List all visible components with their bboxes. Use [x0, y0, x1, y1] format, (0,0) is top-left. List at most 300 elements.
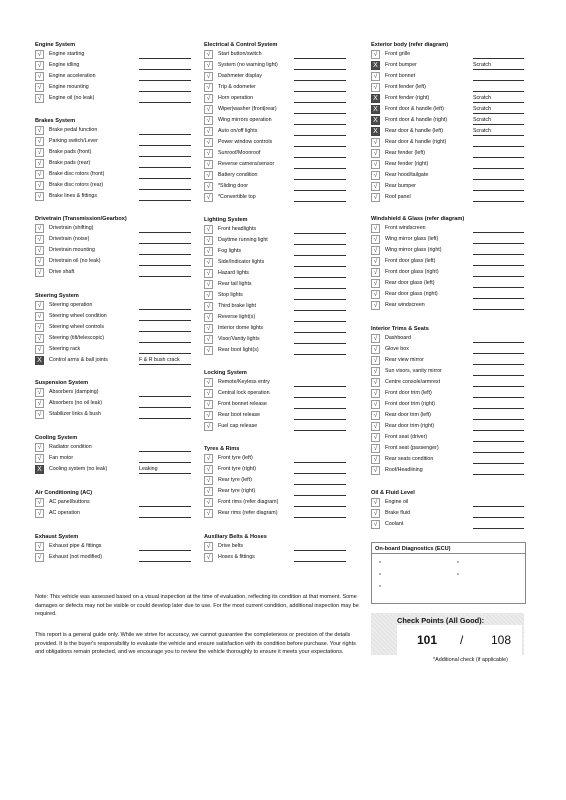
section-title: Drivetrain (Transmission/Gearbox) [35, 216, 127, 222]
item-note-field[interactable] [139, 171, 191, 179]
check-mark-checkbox[interactable]: √ [35, 94, 44, 103]
checklist-item [371, 94, 524, 105]
check-mark-checkbox[interactable]: √ [204, 127, 213, 136]
item-note-field[interactable] [294, 325, 346, 333]
check-mark-checkbox[interactable]: √ [35, 61, 44, 70]
check-mark-checkbox[interactable]: √ [204, 542, 213, 551]
check-mark-checkbox[interactable]: √ [204, 149, 213, 158]
checklist-item [35, 72, 191, 83]
item-label: Dashboard [385, 335, 411, 341]
item-note-field[interactable]: F & R bush crack [139, 357, 191, 365]
check-mark-checkbox[interactable]: √ [371, 290, 380, 299]
section-title: Suspension System [35, 380, 89, 386]
item-note-field[interactable] [139, 269, 191, 277]
item-note-field[interactable] [294, 379, 346, 387]
item-note-field[interactable] [294, 292, 346, 300]
checklist-item [204, 72, 346, 83]
checklist-item [35, 148, 191, 159]
section-suspension [35, 379, 191, 421]
check-mark-checkbox[interactable]: √ [371, 50, 380, 59]
item-note-field[interactable] [473, 161, 524, 169]
item-note-field[interactable] [139, 554, 191, 562]
item-note-field[interactable] [294, 62, 346, 70]
item-note-field[interactable] [473, 445, 524, 453]
checklist-item [35, 137, 191, 148]
item-note-field[interactable] [139, 400, 191, 408]
check-mark-checkbox[interactable]: √ [35, 148, 44, 157]
check-mark-checkbox[interactable]: √ [35, 192, 44, 201]
item-note-field[interactable] [294, 466, 346, 474]
check-mark-checkbox[interactable]: √ [371, 301, 380, 310]
check-mark-checkbox[interactable]: √ [35, 410, 44, 419]
item-label: Front door & handle (right) [385, 117, 448, 123]
item-note-field[interactable]: Scratch [473, 128, 524, 136]
checklist-item [371, 301, 524, 312]
item-note-field[interactable] [473, 269, 524, 277]
check-mark-checkbox[interactable]: √ [35, 553, 44, 562]
checklist-item [204, 225, 346, 236]
check-mark-checkbox[interactable]: √ [35, 137, 44, 146]
item-note-field[interactable] [294, 423, 346, 431]
check-mark-checkbox[interactable]: √ [204, 400, 213, 409]
item-note-field[interactable] [473, 368, 524, 376]
check-mark-checkbox[interactable]: √ [35, 246, 44, 255]
item-note-field[interactable] [294, 412, 346, 420]
check-mark-checkbox[interactable]: √ [35, 509, 44, 518]
checklist-item [204, 83, 346, 94]
check-mark-checkbox[interactable]: √ [35, 83, 44, 92]
check-mark-checkbox[interactable]: √ [35, 399, 44, 408]
check-mark-checkbox[interactable]: √ [204, 72, 213, 81]
checklist-item [204, 94, 346, 105]
check-mark-checkbox[interactable]: √ [371, 268, 380, 277]
item-note-field[interactable] [473, 84, 524, 92]
check-mark-checkbox[interactable]: √ [35, 323, 44, 332]
check-mark-checkbox[interactable]: √ [204, 182, 213, 191]
check-mark-checkbox[interactable]: √ [204, 476, 213, 485]
check-mark-checkbox[interactable]: √ [35, 126, 44, 135]
item-label: Hoses & fittings [218, 554, 255, 560]
check-mark-checkbox[interactable]: √ [204, 422, 213, 431]
item-note-field[interactable] [294, 51, 346, 59]
check-mark-checkbox[interactable]: √ [35, 301, 44, 310]
item-note-field[interactable] [294, 455, 346, 463]
checklist-item [204, 542, 346, 553]
check-mark-checkbox[interactable]: √ [204, 553, 213, 562]
item-note-field[interactable] [139, 51, 191, 59]
item-label: Exhaust (not modified) [49, 554, 102, 560]
checklist-item [35, 83, 191, 94]
checklist-item [371, 345, 524, 356]
check-mark-checkbox[interactable]: √ [204, 61, 213, 70]
checklist-item [204, 193, 346, 204]
item-label: Rear boot release [218, 412, 261, 418]
check-mark-checkbox[interactable]: √ [204, 116, 213, 125]
item-note-field[interactable] [139, 302, 191, 310]
check-mark-checkbox[interactable]: √ [204, 378, 213, 387]
check-mark-checkbox[interactable]: √ [371, 345, 380, 354]
checklist-item [35, 181, 191, 192]
fail-mark-checkbox[interactable]: X [371, 116, 380, 125]
item-note-field[interactable] [473, 194, 524, 202]
item-note-field[interactable] [294, 477, 346, 485]
check-mark-checkbox[interactable]: √ [204, 389, 213, 398]
item-note-field[interactable] [294, 248, 346, 256]
item-note-field[interactable] [294, 259, 346, 267]
item-note-field[interactable] [139, 62, 191, 70]
item-note-field[interactable] [473, 467, 524, 475]
item-note-field[interactable] [294, 281, 346, 289]
check-mark-checkbox[interactable]: √ [371, 509, 380, 518]
item-label: Remote/Keyless entry [218, 379, 270, 385]
item-label: Brake pads (front) [49, 149, 92, 155]
item-note-field[interactable] [473, 357, 524, 365]
checklist-item [35, 388, 191, 399]
section-title: Exhaust System [35, 534, 79, 540]
check-mark-checkbox[interactable]: √ [371, 171, 380, 180]
item-note-field[interactable] [139, 225, 191, 233]
check-mark-checkbox[interactable]: √ [371, 400, 380, 409]
checklist-item [204, 335, 346, 346]
check-mark-checkbox[interactable]: √ [204, 193, 213, 202]
item-note-field[interactable] [473, 434, 524, 442]
check-mark-checkbox[interactable]: √ [204, 105, 213, 114]
item-note-field[interactable] [294, 270, 346, 278]
check-mark-checkbox[interactable]: √ [204, 280, 213, 289]
check-mark-checkbox[interactable]: √ [371, 193, 380, 202]
check-mark-checkbox[interactable]: √ [204, 258, 213, 267]
fail-mark-checkbox[interactable]: X [371, 105, 380, 114]
item-note-field[interactable]: Scratch [473, 117, 524, 125]
item-note-field[interactable] [294, 488, 346, 496]
check-mark-checkbox[interactable]: √ [204, 291, 213, 300]
item-note-field[interactable] [473, 521, 524, 529]
section-ac [35, 489, 191, 520]
check-mark-checkbox[interactable]: √ [204, 454, 213, 463]
check-mark-checkbox[interactable]: √ [371, 498, 380, 507]
check-mark-checkbox[interactable]: √ [35, 345, 44, 354]
check-mark-checkbox[interactable]: √ [371, 149, 380, 158]
item-note-field[interactable] [294, 390, 346, 398]
check-mark-checkbox[interactable]: √ [371, 257, 380, 266]
item-note-field[interactable] [294, 401, 346, 409]
item-label: *Sliding door [218, 183, 249, 189]
check-mark-checkbox[interactable]: √ [35, 170, 44, 179]
check-mark-checkbox[interactable]: √ [204, 50, 213, 59]
item-note-field[interactable] [139, 73, 191, 81]
check-mark-checkbox[interactable]: √ [204, 83, 213, 92]
check-mark-checkbox[interactable]: √ [371, 182, 380, 191]
item-label: Drivetrain (shifting) [49, 225, 94, 231]
item-note-field[interactable] [294, 128, 346, 136]
check-mark-checkbox[interactable]: √ [204, 487, 213, 496]
item-note-field[interactable] [473, 172, 524, 180]
item-note-field[interactable] [139, 193, 191, 201]
item-label: Wing mirrors operation [218, 117, 272, 123]
item-label: AC panel/buttons [49, 499, 90, 505]
check-mark-checkbox[interactable]: √ [371, 246, 380, 255]
item-note-field[interactable] [139, 389, 191, 397]
item-label: Stabilizer links & bush [49, 411, 101, 417]
item-note-field[interactable] [139, 247, 191, 255]
check-mark-checkbox[interactable]: √ [371, 389, 380, 398]
section-windshield [371, 215, 524, 312]
check-mark-checkbox[interactable]: √ [371, 367, 380, 376]
item-note-field[interactable] [473, 183, 524, 191]
item-label: Parking switch/Lever [49, 138, 98, 144]
item-note-field[interactable] [473, 412, 524, 420]
check-mark-checkbox[interactable]: √ [35, 159, 44, 168]
check-mark-checkbox[interactable]: √ [371, 160, 380, 169]
item-note-field[interactable] [139, 346, 191, 354]
fail-mark-checkbox[interactable]: X [371, 127, 380, 136]
check-mark-checkbox[interactable]: √ [204, 302, 213, 311]
diagnostics-bullet [379, 561, 381, 563]
item-note-field[interactable] [294, 336, 346, 344]
item-note-field[interactable] [294, 226, 346, 234]
item-note-field[interactable] [139, 84, 191, 92]
item-label: Fog lights [218, 248, 241, 254]
item-note-field[interactable]: Scratch [473, 95, 524, 103]
item-label: Rear boot light(s) [218, 347, 259, 353]
checklist-item [35, 356, 191, 367]
item-note-field[interactable] [473, 236, 524, 244]
item-note-field[interactable] [473, 401, 524, 409]
item-label: Battery condition [218, 172, 258, 178]
item-note-field[interactable] [139, 335, 191, 343]
item-note-field[interactable] [294, 543, 346, 551]
item-label: Rear view mirror [385, 357, 424, 363]
check-mark-checkbox[interactable]: √ [35, 181, 44, 190]
item-note-field[interactable] [139, 149, 191, 157]
check-mark-checkbox[interactable]: √ [35, 443, 44, 452]
item-note-field[interactable] [139, 160, 191, 168]
checklist-item [204, 378, 346, 389]
item-label: Front tyre (right) [218, 466, 256, 472]
item-note-field[interactable] [139, 324, 191, 332]
item-note-field[interactable] [139, 313, 191, 321]
check-mark-checkbox[interactable]: √ [371, 378, 380, 387]
fail-mark-checkbox[interactable]: X [371, 94, 380, 103]
check-mark-checkbox[interactable]: √ [35, 334, 44, 343]
item-note-field[interactable] [473, 346, 524, 354]
fail-mark-checkbox[interactable]: X [35, 356, 44, 365]
check-mark-checkbox[interactable]: √ [35, 257, 44, 266]
check-mark-checkbox[interactable]: √ [204, 94, 213, 103]
check-mark-checkbox[interactable]: √ [371, 356, 380, 365]
checklist-item [204, 291, 346, 302]
item-note-field[interactable] [294, 84, 346, 92]
check-mark-checkbox[interactable]: √ [204, 465, 213, 474]
item-note-field[interactable] [294, 347, 346, 355]
section-oil [371, 489, 524, 531]
check-mark-checkbox[interactable]: √ [35, 268, 44, 277]
item-note-field[interactable] [139, 444, 191, 452]
check-mark-checkbox[interactable]: √ [204, 335, 213, 344]
item-note-field[interactable] [139, 127, 191, 135]
item-note-field[interactable] [294, 499, 346, 507]
item-note-field[interactable] [139, 411, 191, 419]
item-note-field[interactable]: Scratch [473, 62, 524, 70]
item-label: Dashmeter display [218, 73, 262, 79]
item-note-field[interactable] [473, 139, 524, 147]
checklist-item [371, 268, 524, 279]
check-mark-checkbox[interactable]: √ [371, 279, 380, 288]
item-label: Rear windscreen [385, 302, 425, 308]
check-mark-checkbox[interactable]: √ [35, 312, 44, 321]
item-label: Coolant [385, 521, 404, 527]
check-mark-checkbox[interactable]: √ [371, 422, 380, 431]
fail-mark-checkbox[interactable]: X [35, 465, 44, 474]
item-note-field[interactable] [294, 161, 346, 169]
item-label: Rear door & handle (right) [385, 139, 447, 145]
item-note-field[interactable] [473, 225, 524, 233]
check-mark-checkbox[interactable]: √ [371, 83, 380, 92]
check-mark-checkbox[interactable]: √ [371, 224, 380, 233]
item-note-field[interactable] [294, 554, 346, 562]
item-note-field[interactable] [294, 73, 346, 81]
checklist-item [371, 193, 524, 204]
check-mark-checkbox[interactable]: √ [35, 72, 44, 81]
checklist-item [371, 61, 524, 72]
check-mark-checkbox[interactable]: √ [35, 454, 44, 463]
check-mark-checkbox[interactable]: √ [371, 334, 380, 343]
item-note-field[interactable] [139, 182, 191, 190]
diagnostics-bullet [379, 585, 381, 587]
checklist-item [204, 487, 346, 498]
item-note-field[interactable] [139, 455, 191, 463]
item-note-field[interactable] [473, 247, 524, 255]
item-label: Stop lights [218, 292, 243, 298]
item-note-field[interactable]: Leaking [139, 466, 191, 474]
check-mark-checkbox[interactable]: √ [35, 388, 44, 397]
checklist-item [35, 126, 191, 137]
item-label: Front bumper [385, 62, 417, 68]
check-mark-checkbox[interactable]: √ [35, 235, 44, 244]
item-label: Roof/Headlining [385, 467, 423, 473]
item-note-field[interactable] [473, 291, 524, 299]
check-mark-checkbox[interactable]: √ [204, 324, 213, 333]
check-mark-checkbox[interactable]: √ [204, 160, 213, 169]
check-mark-checkbox[interactable]: √ [371, 466, 380, 475]
item-note-field[interactable] [139, 95, 191, 103]
item-note-field[interactable] [473, 302, 524, 310]
checkpoints-separator: / [460, 633, 464, 647]
item-note-field[interactable] [473, 51, 524, 59]
check-mark-checkbox[interactable]: √ [371, 235, 380, 244]
item-note-field[interactable] [294, 172, 346, 180]
item-note-field[interactable] [473, 335, 524, 343]
check-mark-checkbox[interactable]: √ [204, 498, 213, 507]
item-note-field[interactable] [473, 73, 524, 81]
item-note-field[interactable] [473, 150, 524, 158]
item-label: Central lock operation [218, 390, 270, 396]
checklist-item [204, 116, 346, 127]
item-note-field[interactable] [294, 183, 346, 191]
item-label: Fan motor [49, 455, 74, 461]
item-note-field[interactable] [139, 258, 191, 266]
item-note-field[interactable] [294, 139, 346, 147]
item-note-field[interactable] [294, 106, 346, 114]
item-note-field[interactable] [473, 499, 524, 507]
item-note-field[interactable] [139, 236, 191, 244]
item-note-field[interactable] [473, 423, 524, 431]
check-mark-checkbox[interactable]: √ [204, 247, 213, 256]
check-mark-checkbox[interactable]: √ [371, 433, 380, 442]
check-mark-checkbox[interactable]: √ [204, 138, 213, 147]
checklist-item [204, 280, 346, 291]
item-note-field[interactable] [473, 379, 524, 387]
section-belts [204, 533, 346, 564]
section-exhaust [35, 533, 191, 564]
item-note-field[interactable] [139, 138, 191, 146]
check-mark-checkbox[interactable]: √ [35, 50, 44, 59]
item-note-field[interactable] [473, 510, 524, 518]
item-note-field[interactable] [294, 150, 346, 158]
check-mark-checkbox[interactable]: √ [371, 444, 380, 453]
item-note-field[interactable] [294, 510, 346, 518]
checklist-item [35, 312, 191, 323]
item-note-field[interactable] [139, 510, 191, 518]
item-note-field[interactable] [473, 390, 524, 398]
item-label: Front door trim (left) [385, 390, 432, 396]
checklist-item [204, 553, 346, 564]
check-mark-checkbox[interactable]: √ [35, 224, 44, 233]
item-note-field[interactable] [294, 237, 346, 245]
section-title: Brakes System [35, 118, 76, 124]
check-mark-checkbox[interactable]: √ [371, 455, 380, 464]
check-mark-checkbox[interactable]: √ [35, 498, 44, 507]
check-mark-checkbox[interactable]: √ [204, 225, 213, 234]
item-note-field[interactable] [294, 314, 346, 322]
fail-mark-checkbox[interactable]: X [371, 61, 380, 70]
checklist-item [371, 411, 524, 422]
check-mark-checkbox[interactable]: √ [371, 520, 380, 529]
item-label: Start button/switch [218, 51, 262, 57]
item-note-field[interactable] [294, 95, 346, 103]
item-note-field[interactable] [294, 303, 346, 311]
check-mark-checkbox[interactable]: √ [204, 509, 213, 518]
item-note-field[interactable] [473, 258, 524, 266]
checklist-item [35, 268, 191, 279]
check-mark-checkbox[interactable]: √ [204, 236, 213, 245]
check-mark-checkbox[interactable]: √ [371, 138, 380, 147]
item-note-field[interactable] [473, 456, 524, 464]
checklist-item [371, 509, 524, 520]
item-note-field[interactable]: Scratch [473, 106, 524, 114]
checklist-item [371, 257, 524, 268]
check-mark-checkbox[interactable]: √ [371, 72, 380, 81]
check-mark-checkbox[interactable]: √ [204, 346, 213, 355]
check-mark-checkbox[interactable]: √ [35, 542, 44, 551]
check-mark-checkbox[interactable]: √ [204, 171, 213, 180]
item-note-field[interactable] [294, 194, 346, 202]
item-label: Absorbers (no oil leak) [49, 400, 102, 406]
item-note-field[interactable] [294, 117, 346, 125]
check-mark-checkbox[interactable]: √ [371, 411, 380, 420]
checklist-item [35, 170, 191, 181]
item-label: Steering wheel condition [49, 313, 107, 319]
check-mark-checkbox[interactable]: √ [204, 269, 213, 278]
checklist-item [204, 454, 346, 465]
checklist-item [371, 378, 524, 389]
check-mark-checkbox[interactable]: √ [204, 313, 213, 322]
section-title: Cooling System [35, 435, 78, 441]
item-note-field[interactable] [139, 543, 191, 551]
item-note-field[interactable] [139, 499, 191, 507]
check-mark-checkbox[interactable]: √ [204, 411, 213, 420]
item-note-field[interactable] [473, 280, 524, 288]
